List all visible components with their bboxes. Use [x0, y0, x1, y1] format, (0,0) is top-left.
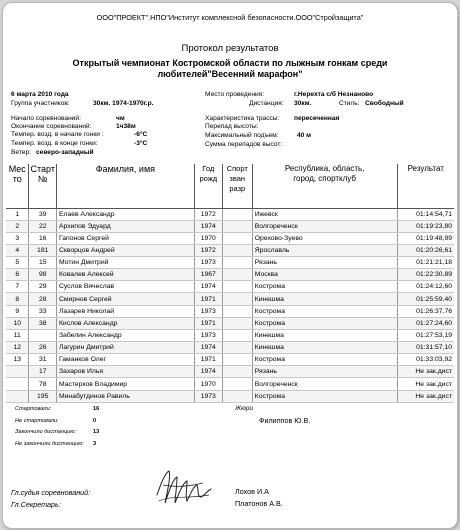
table-row: [6, 293, 454, 305]
cell-place: 13: [6, 354, 29, 366]
place-label: Место проведения:: [205, 91, 265, 98]
cell-region: Кострома: [252, 354, 397, 366]
cell-bib: 26: [29, 342, 56, 354]
group-label: Группа участников:: [11, 100, 70, 107]
header-place: Мес то: [6, 164, 29, 208]
cell-bib: 78: [29, 378, 56, 390]
cell-name: Захаров Илья: [56, 366, 194, 378]
cell-result: 01:31:57,10: [397, 342, 454, 354]
cell-result: 01:27:24,60: [397, 317, 454, 329]
cell-rank: [222, 244, 252, 256]
table-row: [6, 281, 454, 293]
cell-birth-year: 1972: [194, 244, 222, 256]
secretary-label: Гл.Секретарь:: [11, 500, 61, 509]
table-row: [6, 390, 454, 402]
cell-birth-year: 1974: [194, 220, 222, 232]
wind-value: северо-западный: [36, 149, 94, 156]
cell-rank: [222, 342, 252, 354]
cell-birth-year: 1970: [194, 232, 222, 244]
cell-bib: 29: [29, 281, 56, 293]
cell-rank: [222, 390, 252, 402]
protocol-heading: Протокол результатов: [181, 43, 279, 54]
statistics: [15, 404, 100, 450]
finished-row: Закончили дистанцию: 13: [15, 429, 100, 435]
cell-name: Гаманков Олег: [56, 354, 194, 366]
cell-result: Не зак.дист: [397, 378, 454, 390]
sum-diff-label: Сумма перепадов высот:: [205, 141, 283, 148]
cell-result: Не зак.дист: [397, 390, 454, 402]
height-diff-label: Перепад высоты:: [205, 123, 259, 130]
cell-place: 2: [6, 220, 29, 232]
cell-birth-year: 1972: [194, 208, 222, 220]
cell-name: Елаев Александр: [56, 208, 194, 220]
cell-birth-year: 1971: [194, 317, 222, 329]
start-time-value: чм: [116, 115, 125, 122]
track-value: пересеченная: [294, 115, 340, 122]
cell-region: Орехово-Зуево: [252, 232, 397, 244]
cell-region: Москва: [252, 269, 397, 281]
cell-result: 01:26:37,76: [397, 305, 454, 317]
started-row: Стартовали: 16: [15, 406, 100, 412]
cell-name: Лагурин Дмитрий: [56, 342, 194, 354]
judge-signature: [153, 465, 215, 509]
cell-name: Забелин Александр: [56, 329, 194, 341]
cell-result: 01:19:23,80: [397, 220, 454, 232]
cell-region: Волгореченск: [252, 378, 397, 390]
cell-place: 11: [6, 329, 29, 341]
cell-region: Кинешма: [252, 329, 397, 341]
jury-member: Филиппов Ю.В.: [259, 416, 311, 425]
group-value: 30км. 1974-1970г.р.: [93, 100, 154, 107]
competition-title: [63, 58, 397, 80]
start-time-label: Начало соревнований:: [11, 115, 81, 122]
cell-region: Кострома: [252, 305, 397, 317]
max-climb-value: 40 м: [297, 132, 312, 139]
competition-title-line2: любителей"Весенний марафон": [157, 69, 303, 79]
style-label: Стиль:: [339, 100, 360, 107]
cell-name: Гапонов Сергей: [56, 232, 194, 244]
cell-name: Мотин Дмитрий: [56, 257, 194, 269]
cell-region: Кострома: [252, 317, 397, 329]
cell-birth-year: 1973: [194, 305, 222, 317]
not-started-row: Не стартовали: 0: [15, 417, 97, 424]
cell-place: 5: [6, 257, 29, 269]
cell-place: 9: [6, 305, 29, 317]
cell-place: 4: [6, 244, 29, 256]
cell-place: [6, 366, 29, 378]
cell-result: 01:27:53,19: [397, 329, 454, 341]
temp-end-value: -3°С: [134, 140, 148, 147]
cell-birth-year: 1970: [194, 378, 222, 390]
table-row: [6, 208, 454, 220]
cell-birth-year: 1974: [194, 366, 222, 378]
cell-rank: [222, 269, 252, 281]
temp-start-value: -6°С: [134, 131, 148, 138]
table-row: [6, 220, 454, 232]
cell-name: Кислов Александр: [56, 317, 194, 329]
jury-label: Жюри: [235, 405, 254, 412]
cell-rank: [222, 208, 252, 220]
table-row: [6, 329, 454, 341]
cell-result: 01:21:21,18: [397, 257, 454, 269]
cell-birth-year: 1973: [194, 257, 222, 269]
cell-rank: [222, 220, 252, 232]
cell-region: Кинешма: [252, 342, 397, 354]
cell-place: 10: [6, 317, 29, 329]
cell-bib: 31: [29, 354, 56, 366]
cell-region: Кострома: [252, 281, 397, 293]
table-row: [6, 354, 454, 366]
cell-bib: 181: [29, 244, 56, 256]
cell-rank: [222, 305, 252, 317]
cell-region: Кинешма: [252, 293, 397, 305]
table-row: [6, 317, 454, 329]
cell-result: 01:25:59,40: [397, 293, 454, 305]
cell-name: Архипов Эдуард: [56, 220, 194, 232]
cell-place: [6, 390, 29, 402]
protocol-sheet: [2, 2, 458, 529]
table-row: [6, 232, 454, 244]
cell-rank: [222, 366, 252, 378]
cell-birth-year: 1971: [194, 354, 222, 366]
cell-result: 01:22:30,89: [397, 269, 454, 281]
temp-start-label: Темпер. возд. в начале гонки :: [11, 131, 104, 138]
cell-rank: [222, 257, 252, 269]
cell-bib: 22: [29, 220, 56, 232]
cell-place: 12: [6, 342, 29, 354]
cell-birth-year: 1967: [194, 269, 222, 281]
cell-birth-year: 1973: [194, 390, 222, 402]
table-row: [6, 305, 454, 317]
table-row: [6, 244, 454, 256]
table-row: [6, 257, 454, 269]
distance-value: 30км.: [294, 100, 312, 107]
cell-region: Кострома: [252, 390, 397, 402]
competition-title-line1: Открытый чемпионат Костромской области по лыжным гонкам среди: [72, 58, 388, 68]
results-table: [6, 164, 454, 403]
cell-bib: 98: [29, 269, 56, 281]
cell-region: Ярославль: [252, 244, 397, 256]
cell-result: 01:19:48,99: [397, 232, 454, 244]
cell-rank: [222, 281, 252, 293]
cell-birth-year: 1971: [194, 293, 222, 305]
cell-rank: [222, 317, 252, 329]
header-bib: Старт №: [29, 164, 56, 208]
table-row: [6, 378, 454, 390]
cell-region: Рязань: [252, 366, 397, 378]
wind-label: Ветер:: [11, 149, 31, 156]
cell-region: Рязань: [252, 257, 397, 269]
cell-result: 01:14:54,71: [397, 208, 454, 220]
header-birth-year: Год рожд: [194, 164, 222, 208]
temp-end-label: Темпер. возд. в конце гонки:: [11, 140, 98, 147]
cell-region: Ижевск: [252, 208, 397, 220]
chief-judge-name: Лохов И.А: [235, 487, 269, 496]
cell-birth-year: 1973: [194, 329, 222, 341]
table-row: [6, 342, 454, 354]
header-result: Результат: [397, 164, 454, 208]
table-row: [6, 269, 454, 281]
cell-bib: 17: [29, 366, 56, 378]
header-region: Республика, область, город, спортклуб: [252, 164, 397, 208]
cell-name: Мастерков Владимир: [56, 378, 194, 390]
cell-birth-year: 1974: [194, 281, 222, 293]
event-date: 6 марта 2010 года: [11, 91, 69, 98]
cell-place: 1: [6, 208, 29, 220]
end-time-value: 1ч38м: [116, 123, 136, 130]
cell-rank: [222, 378, 252, 390]
cell-bib: 195: [29, 390, 56, 402]
cell-bib: 33: [29, 305, 56, 317]
end-time-label: Окончание соревнований:: [11, 123, 92, 130]
cell-name: Суслов Вячеслав: [56, 281, 194, 293]
track-label: Характеристика трассы:: [205, 115, 280, 122]
cell-rank: [222, 329, 252, 341]
cell-birth-year: 1974: [194, 342, 222, 354]
cell-result: 01:20:26,61: [397, 244, 454, 256]
organizer-line: ООО"ПРОЕКТ".НПО"Институт комплексной безопасности.ООО"Стройзащита": [96, 13, 364, 22]
cell-place: 6: [6, 269, 29, 281]
cell-result: 01:33:03,92: [397, 354, 454, 366]
cell-bib: 38: [29, 317, 56, 329]
style-value: Свободный: [365, 100, 404, 107]
cell-bib: [29, 329, 56, 341]
cell-result: Не зак.дист: [397, 366, 454, 378]
cell-bib: 15: [29, 257, 56, 269]
cell-name: Ковалев Алексей: [56, 269, 194, 281]
cell-rank: [222, 232, 252, 244]
table-row: [6, 366, 454, 378]
cell-name: Минабутдинов Равиль: [56, 390, 194, 402]
cell-name: Смирнов Сергей: [56, 293, 194, 305]
secretary-name: Платонов А.В.: [235, 499, 283, 508]
cell-place: [6, 378, 29, 390]
cell-bib: 28: [29, 293, 56, 305]
cell-result: 01:24:12,60: [397, 281, 454, 293]
max-climb-label: Максимальный подъем:: [205, 132, 279, 139]
not-finished-row: Не закончили дистанцию: 3: [15, 440, 97, 447]
cell-rank: [222, 293, 252, 305]
cell-place: 3: [6, 232, 29, 244]
header-name: Фамилия, имя: [56, 164, 194, 208]
cell-name: Скворцов Андрей: [56, 244, 194, 256]
cell-bib: 16: [29, 232, 56, 244]
cell-bib: 39: [29, 208, 56, 220]
place-value: г.Нерехта с/б Незнаново: [294, 91, 374, 98]
cell-name: Лазарев Николай: [56, 305, 194, 317]
chief-judge-label: Гл.судья соревнований:: [11, 488, 91, 497]
cell-place: 7: [6, 281, 29, 293]
cell-region: Волгореченск: [252, 220, 397, 232]
cell-rank: [222, 354, 252, 366]
distance-label: Дистанция:: [249, 100, 284, 107]
header-rank: Спорт зван разр: [222, 164, 252, 208]
cell-place: 8: [6, 293, 29, 305]
